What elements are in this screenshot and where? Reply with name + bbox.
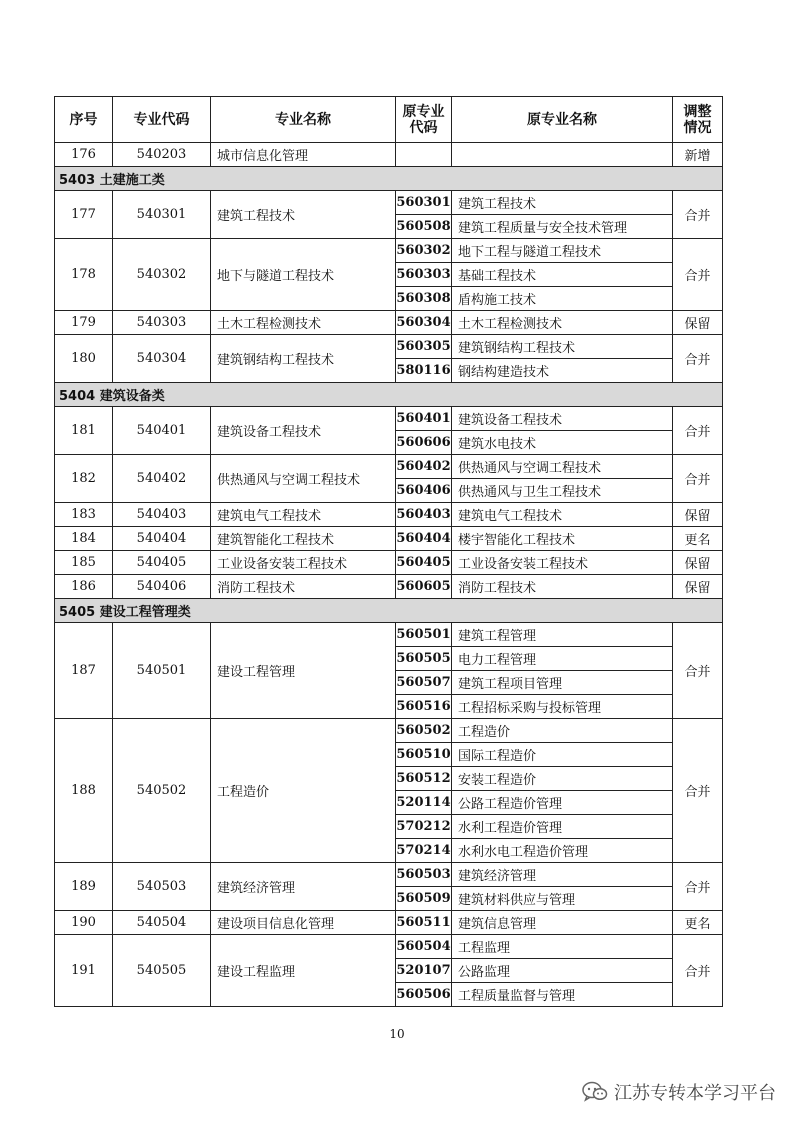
wechat-icon — [582, 1081, 608, 1103]
major-code-cell: 540403 — [113, 503, 211, 527]
header-orig-code — [396, 97, 452, 143]
seq-cell: 177 — [55, 191, 113, 239]
major-code-cell: 540405 — [113, 551, 211, 575]
orig-code-cell: 560403 — [396, 503, 452, 527]
header-orig-name: 原专业名称 — [452, 97, 673, 143]
seq-cell: 189 — [55, 863, 113, 911]
seq-cell: 179 — [55, 311, 113, 335]
table-row — [55, 935, 723, 959]
orig-code-cell: 570214 — [396, 839, 452, 863]
orig-code-cell: 520114 — [396, 791, 452, 815]
header-name: 专业名称 — [211, 97, 396, 143]
orig-code-cell: 560511 — [396, 911, 452, 935]
seq-cell: 178 — [55, 239, 113, 311]
orig-name-cell: 建筑信息管理 — [452, 911, 673, 935]
major-code-cell: 540203 — [113, 143, 211, 167]
header-status — [673, 97, 723, 143]
orig-name-cell: 公路工程造价管理 — [452, 791, 673, 815]
orig-code-cell: 560606 — [396, 431, 452, 455]
table-row — [55, 527, 723, 551]
status-cell: 合并 — [673, 407, 723, 455]
table-row — [55, 455, 723, 479]
category-row — [55, 383, 723, 407]
major-name-cell: 土木工程检测技术 — [211, 311, 396, 335]
status-cell: 合并 — [673, 935, 723, 1007]
major-code-cell: 540404 — [113, 527, 211, 551]
orig-code-cell: 560512 — [396, 767, 452, 791]
status-cell: 合并 — [673, 239, 723, 311]
orig-name-cell: 地下工程与隧道工程技术 — [452, 239, 673, 263]
header-status-line1: 调整 — [683, 103, 712, 120]
seq-cell: 184 — [55, 527, 113, 551]
major-name-cell: 供热通风与空调工程技术 — [211, 455, 396, 503]
orig-code-cell: 560303 — [396, 263, 452, 287]
table-row — [55, 311, 723, 335]
orig-code-cell: 560301 — [396, 191, 452, 215]
orig-name-cell: 建筑工程项目管理 — [452, 671, 673, 695]
orig-name-cell: 钢结构建造技术 — [452, 359, 673, 383]
table-row — [55, 503, 723, 527]
orig-name-cell: 水利工程造价管理 — [452, 815, 673, 839]
orig-code-cell: 560508 — [396, 215, 452, 239]
orig-name-cell: 土木工程检测技术 — [452, 311, 673, 335]
orig-code-cell: 560406 — [396, 479, 452, 503]
header-orig-code-line2: 代码 — [409, 119, 438, 136]
orig-code-cell: 560401 — [396, 407, 452, 431]
major-name-cell: 建筑设备工程技术 — [211, 407, 396, 455]
orig-name-cell: 建筑电气工程技术 — [452, 503, 673, 527]
table-body — [55, 143, 723, 1007]
category-label: 5403 土建施工类 — [55, 167, 723, 191]
orig-name-cell: 工业设备安装工程技术 — [452, 551, 673, 575]
major-code-cell: 540501 — [113, 623, 211, 719]
status-cell: 合并 — [673, 863, 723, 911]
orig-name-cell: 安装工程造价 — [452, 767, 673, 791]
seq-cell: 182 — [55, 455, 113, 503]
watermark-text: 江苏专转本学习平台 — [614, 1083, 776, 1104]
table-row — [55, 191, 723, 215]
orig-name-cell: 建筑工程管理 — [452, 623, 673, 647]
seq-cell: 186 — [55, 575, 113, 599]
major-name-cell: 建设工程管理 — [211, 623, 396, 719]
header-orig-code-line1: 原专业 — [402, 103, 445, 120]
major-code-cell: 540505 — [113, 935, 211, 1007]
orig-name-cell: 消防工程技术 — [452, 575, 673, 599]
header-status-line2: 情况 — [683, 119, 712, 136]
orig-code-cell: 560502 — [396, 719, 452, 743]
seq-cell: 180 — [55, 335, 113, 383]
major-name-cell: 建设项目信息化管理 — [211, 911, 396, 935]
header-code: 专业代码 — [113, 97, 211, 143]
orig-code-cell: 560505 — [396, 647, 452, 671]
orig-name-cell: 建筑水电技术 — [452, 431, 673, 455]
table-row — [55, 911, 723, 935]
major-name-cell: 建筑钢结构工程技术 — [211, 335, 396, 383]
table-row — [55, 407, 723, 431]
orig-code-cell: 560304 — [396, 311, 452, 335]
orig-name-cell: 建筑经济管理 — [452, 863, 673, 887]
orig-code-cell: 560605 — [396, 575, 452, 599]
orig-name-cell: 工程质量监督与管理 — [452, 983, 673, 1007]
orig-name-cell: 建筑材料供应与管理 — [452, 887, 673, 911]
orig-code-cell: 560507 — [396, 671, 452, 695]
watermark — [582, 1079, 776, 1105]
orig-name-cell: 基础工程技术 — [452, 263, 673, 287]
orig-name-cell: 公路监理 — [452, 959, 673, 983]
major-name-cell: 建筑经济管理 — [211, 863, 396, 911]
major-name-cell: 工程造价 — [211, 719, 396, 863]
seq-cell: 191 — [55, 935, 113, 1007]
status-cell: 保留 — [673, 503, 723, 527]
major-name-cell: 地下与隧道工程技术 — [211, 239, 396, 311]
orig-code-cell — [396, 143, 452, 167]
orig-code-cell: 560510 — [396, 743, 452, 767]
major-code-cell: 540304 — [113, 335, 211, 383]
major-name-cell: 工业设备安装工程技术 — [211, 551, 396, 575]
major-code-cell: 540303 — [113, 311, 211, 335]
table-row — [55, 863, 723, 887]
status-cell: 保留 — [673, 575, 723, 599]
category-label: 5404 建筑设备类 — [55, 383, 723, 407]
category-label: 5405 建设工程管理类 — [55, 599, 723, 623]
orig-name-cell: 工程监理 — [452, 935, 673, 959]
major-name-cell: 城市信息化管理 — [211, 143, 396, 167]
major-name-cell: 建设工程监理 — [211, 935, 396, 1007]
orig-name-cell: 工程招标采购与投标管理 — [452, 695, 673, 719]
orig-name-cell: 建筑工程质量与安全技术管理 — [452, 215, 673, 239]
header-seq: 序号 — [55, 97, 113, 143]
major-name-cell: 建筑智能化工程技术 — [211, 527, 396, 551]
orig-code-cell: 560516 — [396, 695, 452, 719]
major-code-cell: 540502 — [113, 719, 211, 863]
orig-code-cell: 560503 — [396, 863, 452, 887]
status-cell: 更名 — [673, 911, 723, 935]
orig-name-cell: 水利水电工程造价管理 — [452, 839, 673, 863]
orig-name-cell: 楼宇智能化工程技术 — [452, 527, 673, 551]
table-row — [55, 575, 723, 599]
major-code-cell: 540401 — [113, 407, 211, 455]
orig-code-cell: 560506 — [396, 983, 452, 1007]
orig-name-cell: 盾构施工技术 — [452, 287, 673, 311]
orig-code-cell: 560504 — [396, 935, 452, 959]
status-cell: 更名 — [673, 527, 723, 551]
orig-code-cell: 560402 — [396, 455, 452, 479]
seq-cell: 181 — [55, 407, 113, 455]
table-row — [55, 335, 723, 359]
status-cell: 合并 — [673, 335, 723, 383]
table-row — [55, 719, 723, 743]
orig-name-cell — [452, 143, 673, 167]
orig-code-cell: 560509 — [396, 887, 452, 911]
orig-name-cell: 建筑设备工程技术 — [452, 407, 673, 431]
major-catalog-table — [54, 96, 723, 1007]
seq-cell: 190 — [55, 911, 113, 935]
seq-cell: 185 — [55, 551, 113, 575]
page-number: 10 — [389, 1027, 405, 1041]
category-row — [55, 599, 723, 623]
major-code-cell: 540402 — [113, 455, 211, 503]
orig-code-cell: 560305 — [396, 335, 452, 359]
seq-cell: 188 — [55, 719, 113, 863]
seq-cell: 183 — [55, 503, 113, 527]
orig-name-cell: 建筑工程技术 — [452, 191, 673, 215]
orig-code-cell: 560404 — [396, 527, 452, 551]
orig-name-cell: 供热通风与空调工程技术 — [452, 455, 673, 479]
table-row — [55, 143, 723, 167]
orig-name-cell: 工程造价 — [452, 719, 673, 743]
status-cell: 合并 — [673, 719, 723, 863]
header-row — [55, 97, 723, 143]
seq-cell: 187 — [55, 623, 113, 719]
orig-code-cell: 580116 — [396, 359, 452, 383]
major-code-cell: 540302 — [113, 239, 211, 311]
status-cell: 合并 — [673, 455, 723, 503]
orig-code-cell: 520107 — [396, 959, 452, 983]
category-row — [55, 167, 723, 191]
orig-code-cell: 570212 — [396, 815, 452, 839]
major-code-cell: 540503 — [113, 863, 211, 911]
major-code-cell: 540406 — [113, 575, 211, 599]
orig-name-cell: 供热通风与卫生工程技术 — [452, 479, 673, 503]
orig-name-cell: 电力工程管理 — [452, 647, 673, 671]
table-row — [55, 551, 723, 575]
orig-code-cell: 560405 — [396, 551, 452, 575]
status-cell: 合并 — [673, 623, 723, 719]
status-cell: 合并 — [673, 191, 723, 239]
major-name-cell: 建筑电气工程技术 — [211, 503, 396, 527]
orig-name-cell: 建筑钢结构工程技术 — [452, 335, 673, 359]
status-cell: 新增 — [673, 143, 723, 167]
orig-code-cell: 560501 — [396, 623, 452, 647]
seq-cell: 176 — [55, 143, 113, 167]
status-cell: 保留 — [673, 311, 723, 335]
major-code-cell: 540504 — [113, 911, 211, 935]
status-cell: 保留 — [673, 551, 723, 575]
table-row — [55, 239, 723, 263]
orig-code-cell: 560302 — [396, 239, 452, 263]
major-name-cell: 消防工程技术 — [211, 575, 396, 599]
orig-code-cell: 560308 — [396, 287, 452, 311]
orig-name-cell: 国际工程造价 — [452, 743, 673, 767]
major-name-cell: 建筑工程技术 — [211, 191, 396, 239]
table-row — [55, 623, 723, 647]
major-code-cell: 540301 — [113, 191, 211, 239]
